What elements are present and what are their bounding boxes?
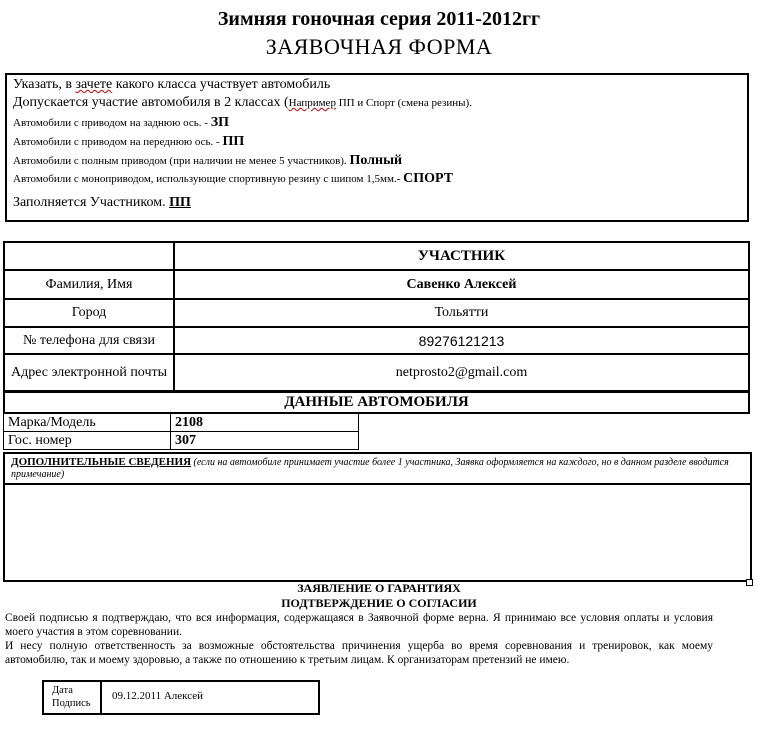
participant-table [3, 241, 750, 393]
class-awd: Автомобили с полным приводом (при наличии не менее 5 участников). Полный [13, 153, 403, 168]
model-value[interactable]: 2108 [171, 414, 359, 432]
signature-value[interactable]: 09.12.2011 Алексей [112, 690, 204, 702]
city-label: Город [4, 299, 174, 327]
form-subtitle: ЗАЯВОЧНАЯ ФОРМА [265, 34, 493, 59]
additional-info-box [3, 452, 752, 582]
class-fwd: Автомобили с приводом на переднюю ось. - ПП [13, 134, 245, 149]
two-classes-note: Допускается участие автомобиля в 2 классах (Например ПП и Спорт (смена резины). [13, 95, 472, 110]
additional-info-header: ДОПОЛНИТЕЛЬНЫЕ СВЕДЕНИЯ (если на автомобиле принимает участие более 1 участника, Заявка оформляется на каждого, но в данном разделе вводится примечание) [11, 456, 729, 480]
phone-label: № телефона для связи [4, 327, 174, 354]
table-row [4, 299, 749, 327]
participant-header: УЧАСТНИК [174, 242, 749, 270]
class-rwd: Автомобили с приводом на заднюю ось. - ЗП [13, 115, 229, 130]
table-row [4, 354, 749, 392]
table-row [4, 414, 359, 432]
car-data-header: ДАННЫЕ АВТОМОБИЛЯ [3, 390, 750, 414]
email-label: Адрес электронной почты [4, 354, 174, 392]
form-title: Зимняя гоночная серия 2011-2012гг [217, 8, 541, 30]
table-row [4, 327, 749, 354]
plate-label: Гос. номер [4, 432, 171, 450]
date-label: Дата [52, 685, 73, 696]
class-instruction: Указать, в зачете какого класса участвует автомобиль [13, 77, 331, 92]
guarantee-title: ЗАЯВЛЕНИЕ О ГАРАНТИЯХ [297, 581, 461, 595]
guarantee-paragraph-2: И несу полную ответственность за возможные обстоятельства причинения ущерба во время соревнования и тренировок, как моему автомобилю, так и моему здоровью, а также по отношению к третьим лицам. К организаторам претензий не имею. [5, 640, 713, 666]
guarantee-paragraph-1: Своей подписью я подтверждаю, что вся информация, содержащаяся в Заявочной форме верна. Я принимаю все условия оплаты и условия моего участия в этом соревновании. [5, 612, 713, 638]
class-sport: Автомобили с моноприводом, использующие спортивную резину с шипом 1,5мм.- СПОРТ [13, 171, 454, 186]
signature-labels [44, 682, 102, 713]
phone-value[interactable]: 89276121213 [174, 327, 749, 354]
plate-value[interactable]: 307 [171, 432, 359, 450]
email-value[interactable]: netprosto2@gmail.com [174, 354, 749, 392]
name-label: Фамилия, Имя [4, 270, 174, 299]
filled-by-participant: Заполняется Участником. ПП [13, 195, 191, 210]
model-label: Марка/Модель [4, 414, 171, 432]
city-value[interactable]: Тольятти [174, 299, 749, 327]
additional-info-field[interactable] [5, 485, 750, 578]
consent-title: ПОДТВЕРЖДЕНИЕ О СОГЛАСИИ [281, 596, 477, 610]
selected-class-value[interactable]: ПП [169, 195, 191, 210]
car-table [3, 413, 359, 450]
name-value[interactable]: Савенко Алексей [174, 270, 749, 299]
signature-box [42, 680, 320, 715]
table-row [4, 432, 359, 450]
sign-label: Подпись [52, 698, 91, 709]
table-row [4, 270, 749, 299]
class-info-box [5, 73, 749, 222]
